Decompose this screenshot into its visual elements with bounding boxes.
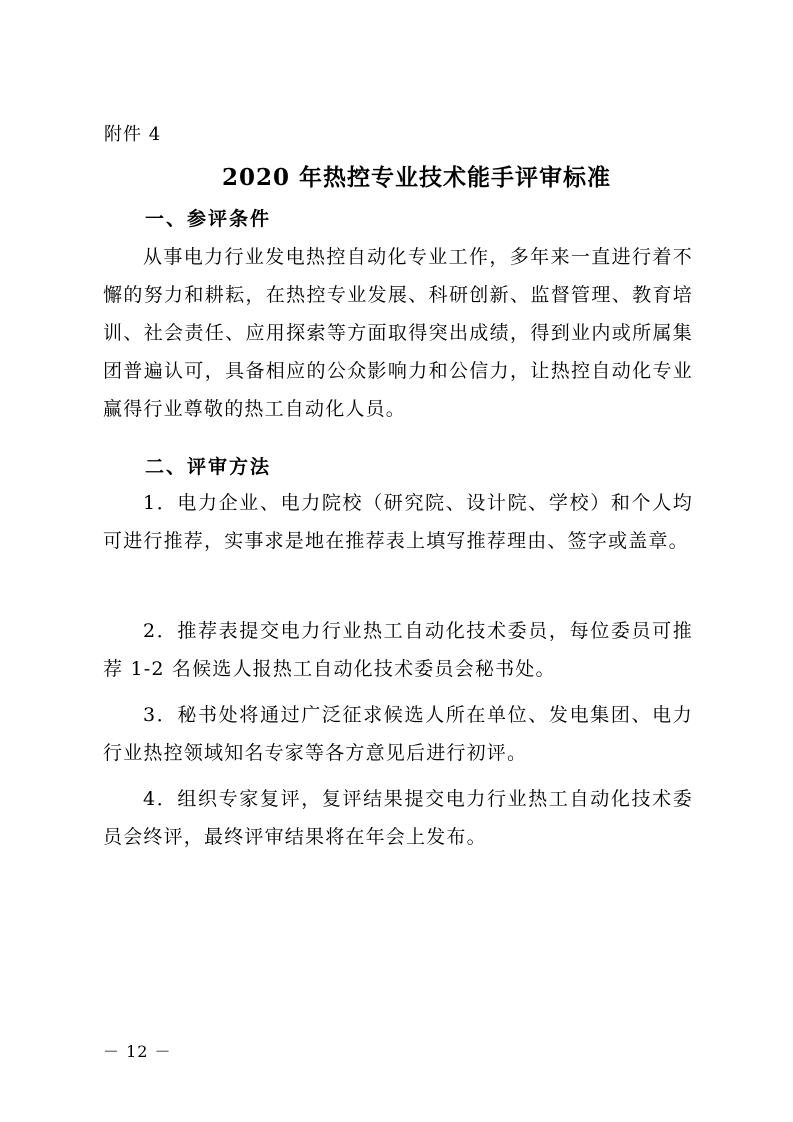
method-item-1: 1．电力企业、电力院校（研究院、设计院、学校）和个人均可进行推荐，实事求是地在推荐表上填写推荐理由、签字或盖章。: [103, 492, 693, 552]
attachment-label: 附件 4: [104, 124, 162, 145]
section-heading-criteria: 一、参评条件: [145, 208, 272, 230]
document-title: 2020 年热控专业技术能手评审标准: [221, 164, 612, 191]
criteria-paragraph: 从事电力行业发电热控自动化专业工作，多年来一直进行着不懈的努力和耕耘，在热控专业发展、科研创新、监督管理、教育培训、社会责任、应用探索等方面取得突出成绩，得到业内或所属集团普遍认可，具备相应的公众影响力和公信力，让热控自动化专业赢得行业尊敬的热工自动化人员。: [103, 246, 693, 420]
section-heading-method: 二、评审方法: [145, 456, 272, 478]
method-item-2: 2．推荐表提交电力行业热工自动化技术委员，每位委员可推荐 1-2 名候选人报热工自动化技术委员会秘书处。: [103, 620, 693, 680]
page-number: － 12 －: [103, 1042, 172, 1061]
method-item-3: 3．秘书处将通过广泛征求候选人所在单位、发电集团、电力行业热控领域知名专家等各方意见后进行初评。: [103, 704, 693, 764]
method-item-4: 4．组织专家复评，复评结果提交电力行业热工自动化技术委员会终评，最终评审结果将在年会上发布。: [103, 788, 693, 848]
